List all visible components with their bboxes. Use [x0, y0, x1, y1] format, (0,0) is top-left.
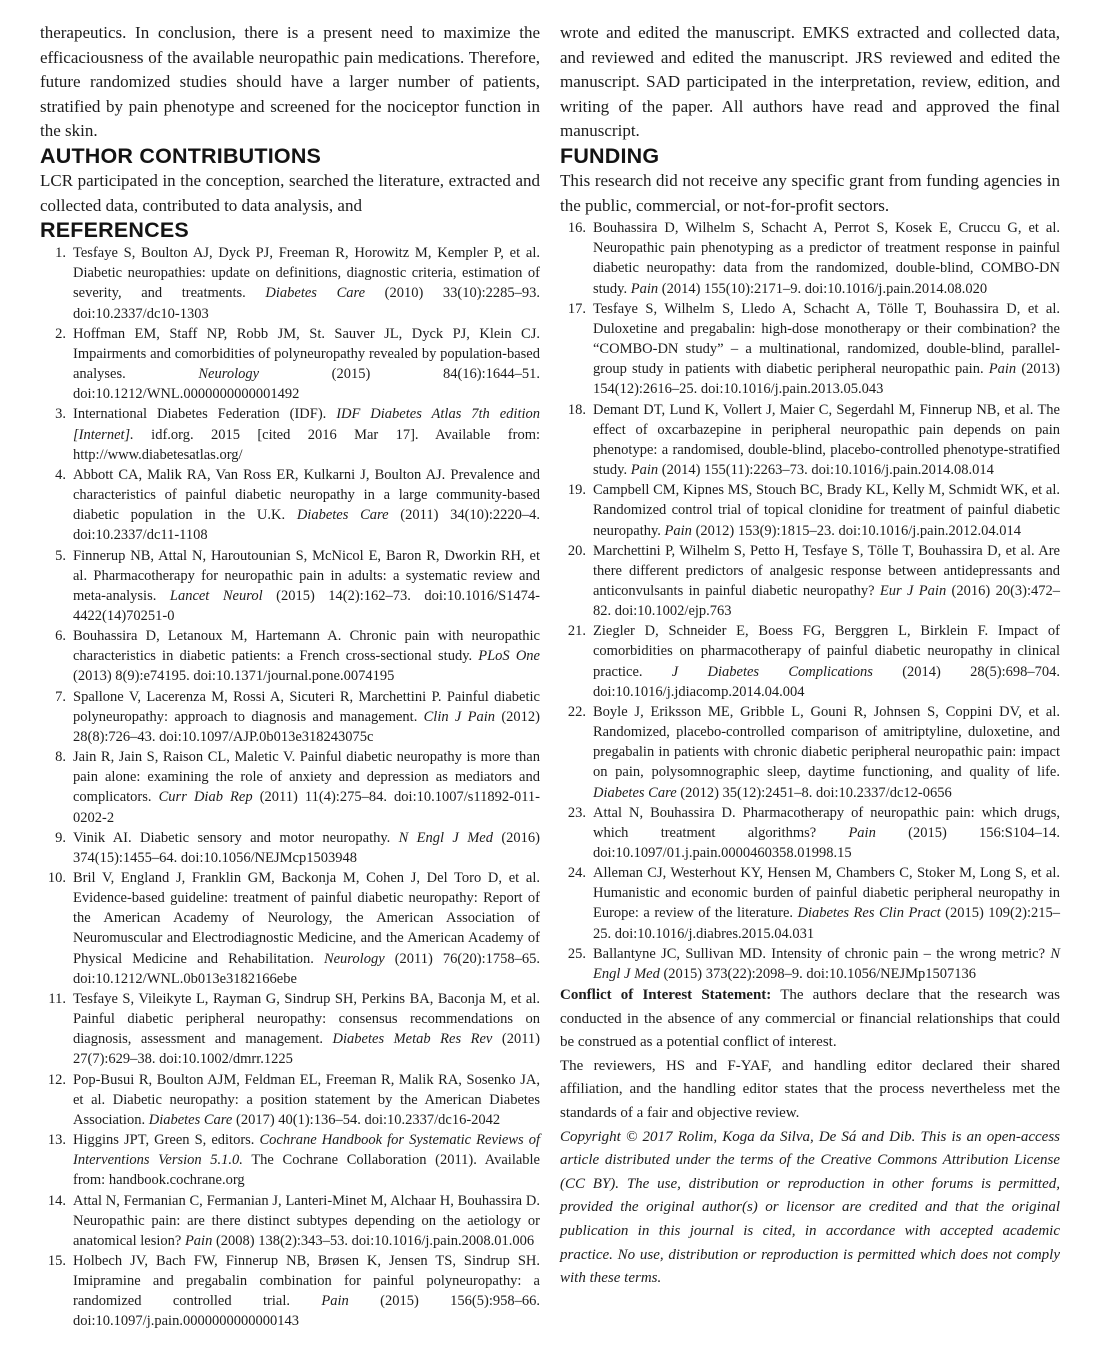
reference-item — [560, 218, 1060, 299]
two-column-layout — [40, 21, 1060, 1332]
reference-item — [40, 1251, 540, 1332]
reference-item — [40, 404, 540, 464]
reference-text: Tesfaye S, Vileikyte L, Rayman G, Sindrup SH, Perkins BA, Baconja M, et al. Painful diabetic peripheral neuropathy: consensus recommendations on diagnosis, assessment and management. Diabetes Metab Res Rev (2011) 27(7):629–38. doi:10.1002/dmrr.1225 — [73, 990, 540, 1068]
reference-item — [40, 828, 540, 868]
reference-number: 25. — [567, 945, 586, 962]
reference-text: Tesfaye S, Wilhelm S, Lledo A, Schacht A, Tölle T, Bouhassira D, et al. Duloxetine and pregabalin: high-dose monotherapy or their combination? the “COMBO-DN study” – a multinational, randomized, double-blind, parallel-group study in patients with diabetic peripheral neuropathic pain. Pain (2013) 154(12):2616–25. doi:10.1016/j.pain.2013.05.043 — [593, 300, 1060, 398]
reference-text: Ziegler D, Schneider E, Boess FG, Berggren L, Birklein F. Impact of comorbidities on pharmacotherapy of painful diabetic neuropathy in clinical practice. J Diabetes Complications (2014) 28(5):698–704. doi:10.1016/j.jdiacomp.2014.04.004 — [593, 623, 1060, 700]
reference-number: 15. — [47, 1252, 66, 1269]
reference-text: Vinik AI. Diabetic sensory and motor neuropathy. N Engl J Med (2016) 374(15):1455–64. doi:10.1056/NEJMcp1503948 — [73, 829, 540, 866]
reference-text: Holbech JV, Bach FW, Finnerup NB, Brøsen K, Jensen TS, Sindrup SH. Imipramine and pregabalin combination for painful polyneuropathy: a randomized controlled trial. Pain (2015) 156(5):958–66. doi:10.1097/j.pain.0000000000000143 — [73, 1252, 540, 1330]
reference-item — [560, 480, 1060, 540]
reference-number: 21. — [567, 623, 586, 640]
reference-item — [40, 1191, 540, 1251]
reference-text: Attal N, Bouhassira D. Pharmacotherapy of neuropathic pain: which drugs, which treatment algorithms? Pain (2015) 156:S104–14. doi:10.1097/01.j.pain.0000460358.01998.15 — [593, 804, 1060, 861]
reference-text: Alleman CJ, Westerhout KY, Hensen M, Chambers C, Stoker M, Long S, et al. Humanistic and economic burden of painful diabetic peripheral neuropathy in Europe: a review of the literature. Diabetes Res Clin Pract (2015) 109(2):215–25. doi:10.1016/j.diabres.2015.04.031 — [593, 865, 1060, 942]
reference-text: Spallone V, Lacerenza M, Rossi A, Sicuteri R, Marchettini P. Painful diabetic polyneuropathy: approach to diagnosis and management. Clin J Pain (2012) 28(8):726–43. doi:10.1097/AJP.0b013e318243075c — [73, 688, 540, 745]
right-column — [560, 21, 1060, 1332]
funding-heading: FUNDING — [560, 143, 660, 168]
references-list-left — [40, 243, 540, 1331]
reference-text: Campbell CM, Kipnes MS, Stouch BC, Brady KL, Kelly M, Schmidt WK, et al. Randomized control trial of topical clonidine for treatment of painful diabetic neuropathy. Pain (2012) 153(9):1815–23. doi:10.1016/j.pain.2012.04.014 — [593, 482, 1060, 539]
reference-text: Finnerup NB, Attal N, Haroutounian S, McNicol E, Baron R, Dworkin RH, et al. Pharmacotherapy for neuropathic pain in adults: a systematic review and meta-analysis. Lancet Neurol (2015) 14(2):162–73. doi:10.1016/S1474-4422(14)70251-0 — [73, 547, 540, 624]
reference-text: Marchettini P, Wilhelm S, Petto H, Tesfaye S, Tölle T, Bouhassira D, et al. Are there different predictors of analgesic response between antidepressants and anticonvulsants in painful diabetic neuropathy? Eur J Pain (2016) 20(3):472–82. doi:10.1002/ejp.763 — [593, 542, 1061, 620]
reference-number: 20. — [567, 542, 586, 559]
reference-item — [560, 400, 1060, 481]
reference-text: Pop-Busui R, Boulton AJM, Feldman EL, Freeman R, Malik RA, Sosenko JA, et al. Diabetic neuropathy: a position statement by the American Diabetes Association. Diabetes Care (2017) 40(1):136–54. doi:10.2337/dc16-2042 — [73, 1071, 540, 1128]
reference-number: 22. — [567, 703, 586, 720]
left-column — [40, 21, 540, 1332]
reference-item — [40, 465, 540, 546]
reference-number: 6. — [55, 628, 66, 645]
reference-number: 17. — [567, 300, 586, 317]
reference-item — [560, 299, 1060, 400]
reference-item — [40, 1130, 540, 1190]
conflict-of-interest-text: The authors declare that the research was conducted in the absence of any commercial or financial relationships that could be construed as a potential conflict of interest. — [560, 987, 1060, 1051]
references-list-right — [560, 218, 1060, 984]
reference-number: 23. — [567, 804, 586, 821]
conflict-of-interest-label: Conflict of Interest Statement: — [560, 987, 772, 1004]
reference-number: 5. — [55, 547, 66, 564]
reference-number: 12. — [47, 1071, 66, 1088]
reference-item — [40, 243, 540, 324]
reference-number: 10. — [47, 870, 66, 886]
reference-number: 9. — [55, 829, 66, 846]
contributions-continued-paragraph: wrote and edited the manuscript. EMKS extracted and collected data, and reviewed and edited the manuscript. JRS reviewed and edited the manuscript. SAD participated in the interpretation, review, edition, and writing of the paper. All authors have read and approved the final manuscript. — [560, 23, 1060, 141]
reference-text: Jain R, Jain S, Raison CL, Maletic V. Painful diabetic neuropathy is more than pain alone: examining the role of anxiety and depression as mediators and complicators. Curr Diab Rep (2011) 11(4):275–84. doi:10.1007/s11892-011-0202-2 — [73, 749, 540, 826]
reference-text: Bouhassira D, Wilhelm S, Schacht A, Perrot S, Kosek E, Cruccu G, et al. Neuropathic pain phenotyping as a predictor of treatment response in painful diabetic neuropathy: data from the randomized, double-blind, COMBO-DN study. Pain (2014) 155(10):2171–9. doi:10.1016/j.pain.2014.08.020 — [593, 220, 1060, 297]
reference-number: 8. — [55, 749, 66, 766]
reference-text: Abbott CA, Malik RA, Van Ross ER, Kulkarni J, Boulton AJ. Prevalence and characteristics of painful diabetic neuropathy in a large community-based diabetic population in the U.K. Diabetes Care (2011) 34(10):2220–4. doi:10.2337/dc11-1108 — [73, 466, 540, 544]
reference-text: Hoffman EM, Staff NP, Robb JM, St. Sauver JL, Dyck PJ, Klein CJ. Impairments and comorbidities of polyneuropathy revealed by population-based analyses. Neurology (2015) 84(16):1644–51. doi:10.1212/WNL.0000000000001492 — [73, 325, 541, 403]
reference-item — [560, 803, 1060, 863]
reference-number: 24. — [567, 865, 586, 882]
conclusion-paragraph: therapeutics. In conclusion, there is a present need to maximize the efficaciousness of the available neuropathic pain medications. Therefore, future randomized studies should have a larger number of patients, stratified by pain phenotype and screened for the nociceptor function in the skin. — [40, 23, 540, 141]
reference-text: Attal N, Fermanian C, Fermanian J, Lanteri-Minet M, Alchaar H, Bouhassira D. Neuropathic pain: are there distinct subtypes depending on the aetiology or anatomical lesion? Pain (2008) 138(2):343–53. doi:10.1016/j.pain.2008.01.006 — [73, 1192, 540, 1249]
reference-item — [560, 541, 1060, 622]
reference-number: 16. — [567, 220, 586, 237]
author-contributions-heading: AUTHOR CONTRIBUTIONS — [40, 143, 322, 168]
reference-number: 1. — [55, 245, 66, 262]
reference-number: 14. — [47, 1192, 66, 1209]
reference-item — [40, 546, 540, 627]
reference-number: 19. — [567, 482, 586, 499]
reference-number: 18. — [567, 401, 586, 418]
reference-text: Demant DT, Lund K, Vollert J, Maier C, Segerdahl M, Finnerup NB, et al. The effect of oxcarbazepine in peripheral neuropathic pain depends on pain phenotype: a randomised, double-blind, placebo-controlled phenotype-stratified study. Pain (2014) 155(11):2263–73. doi:10.1016/j.pain.2014.08.014 — [593, 401, 1060, 479]
reference-item — [40, 1070, 540, 1130]
reference-item — [40, 989, 540, 1070]
funding-paragraph: This research did not receive any specific grant from funding agencies in the public, commercial, or not-for-profit sectors. — [560, 170, 1060, 215]
conflict-of-interest-statement — [560, 984, 1060, 1055]
reviewers-note: The reviewers, HS and F-YAF, and handling editor declared their shared affiliation, and the handling editor states that the process nevertheless met the standards of a fair and objective review. — [560, 1057, 1060, 1122]
reference-text: Bouhassira D, Letanoux M, Hartemann A. Chronic pain with neuropathic characteristics in diabetic patients: a French cross-sectional study. PLoS One (2013) 8(9):e74195. doi:10.1371/journal.pone.0074195 — [73, 628, 540, 685]
reference-text: Boyle J, Eriksson ME, Gribble L, Gouni R, Johnsen S, Coppini DV, et al. Randomized, placebo-controlled comparison of amitriptyline, duloxetine, and pregabalin in patients with chronic diabetic peripheral neuropathic pain: impact on pain, polysomnographic sleep, daytime functioning, and quality of life. Diabetes Care (2012) 35(12):2451–8. doi:10.2337/dc12-0656 — [593, 703, 1060, 801]
reference-item — [560, 621, 1060, 702]
reference-item — [40, 324, 540, 405]
reference-item — [560, 702, 1060, 803]
reference-item — [560, 863, 1060, 944]
reference-item — [40, 687, 540, 747]
reference-text: Bril V, England J, Franklin GM, Backonja M, Cohen J, Del Toro D, et al. Evidence-based guideline: treatment of painful diabetic neuropathy: Report of the American Academy of Neurology, the American Association of Neuromuscular and Electrodiagnostic Medicine, and the American Academy of Physical Medicine and Rehabilitation. Neurology (2011) 76(20):1758–65. doi:10.1212/WNL.0b013e3182166ebe — [73, 870, 540, 987]
reference-number: 3. — [55, 406, 66, 423]
reference-number: 11. — [48, 990, 66, 1007]
reference-text: Higgins JPT, Green S, editors. Cochrane Handbook for Systematic Reviews of Interventions Version 5.1.0. The Cochrane Collaboration (2011). Available from: handbook.cochrane.org — [73, 1132, 540, 1189]
reference-item — [40, 626, 540, 686]
references-heading: REFERENCES — [40, 218, 189, 243]
reference-item — [560, 944, 1060, 984]
reference-number: 4. — [55, 466, 66, 483]
reference-number: 13. — [47, 1132, 66, 1149]
author-contributions-paragraph: LCR participated in the conception, searched the literature, extracted and collected data, contributed to data analysis, and — [40, 170, 540, 215]
reference-number: 2. — [55, 325, 66, 342]
reference-text: Tesfaye S, Boulton AJ, Dyck PJ, Freeman R, Horowitz M, Kempler P, et al. Diabetic neuropathies: update on definitions, diagnostic criteria, estimation of severity, and treatments. Diabetes Care (2010) 33(10):2285–93. doi:10.2337/dc10-1303 — [73, 245, 540, 322]
copyright-notice: Copyright © 2017 Rolim, Koga da Silva, De Sá and Dib. This is an open-access article distributed under the terms of the Creative Commons Attribution License (CC BY). The use, distribution or reproduction in other forums is permitted, provided the original author(s) or licensor are credited and that the original publication in this journal is cited, in accordance with accepted academic practice. No use, distribution or reproduction is permitted which does not comply with these terms. — [560, 1128, 1060, 1287]
reference-text: International Diabetes Federation (IDF). IDF Diabetes Atlas 7th edition [Internet]. idf.org. 2015 [cited 2016 Mar 17]. Available from: http://www.diabetesatlas.org/ — [73, 406, 541, 463]
reference-item — [40, 868, 540, 989]
reference-number: 7. — [55, 688, 66, 705]
reference-item — [40, 747, 540, 828]
reference-text: Ballantyne JC, Sullivan MD. Intensity of chronic pain – the wrong metric? N Engl J Med (2015) 373(22):2098–9. doi:10.1056/NEJMp1507136 — [593, 945, 1060, 982]
